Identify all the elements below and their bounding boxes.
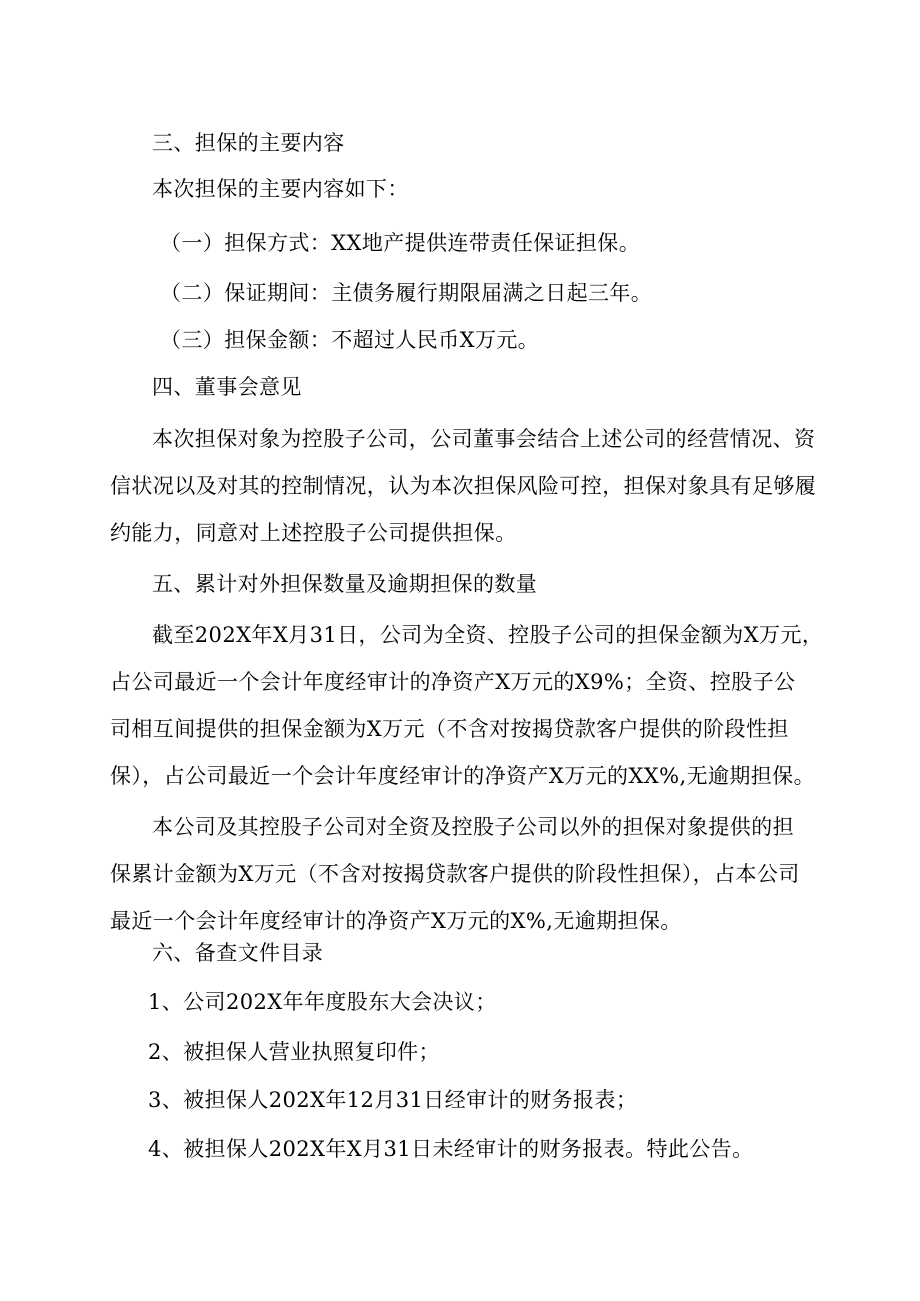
paragraph-line: 最近一个会计年度经审计的净资产X万元的X%,无逾期担保。 [110, 909, 682, 933]
reference-item-2: 2、被担保人营业执照复印件； [148, 1040, 440, 1064]
paragraph-line: 信状况以及对其的控制情况，认为本次担保风险可控，担保对象具有足够履 [110, 474, 817, 498]
section-heading-reference-docs: 六、备查文件目录 [152, 941, 324, 965]
reference-item-4: 4、被担保人202X年X月31日未经审计的财务报表。特此公告。 [148, 1137, 754, 1161]
section-heading-board-opinion: 四、董事会意见 [152, 375, 302, 399]
paragraph-line: 保累计金额为X万元（不含对按揭贷款客户提供的阶段性担保），占本公司 [110, 862, 800, 886]
list-item-guarantee-period: （二）保证期间：主债务履行期限届满之日起三年。 [160, 281, 653, 305]
paragraph-line: 保），占公司最近一个会计年度经审计的净资产X万元的XX%,无逾期担保。 [110, 764, 815, 788]
paragraph-line: 本次担保的主要内容如下： [152, 177, 409, 201]
paragraph-line: 司相互间提供的担保金额为X万元（不含对按揭贷款客户提供的阶段性担 [110, 717, 789, 741]
reference-item-1: 1、公司202X年年度股东大会决议； [148, 990, 497, 1014]
section-heading-guarantee-content: 三、担保的主要内容 [152, 131, 345, 155]
list-item-guarantee-method: （一）担保方式：XX地产提供连带责任保证担保。 [160, 231, 641, 255]
list-item-guarantee-amount: （三）担保金额：不超过人民币X万元。 [160, 328, 540, 352]
section-heading-cumulative-guarantee: 五、累计对外担保数量及逾期担保的数量 [152, 572, 538, 596]
paragraph-line: 本公司及其控股子公司对全资及控股子公司以外的担保对象提供的担 [152, 815, 794, 839]
reference-item-3: 3、被担保人202X年12月31日经审计的财务报表； [148, 1088, 638, 1112]
paragraph-line: 约能力，同意对上述控股子公司提供担保。 [110, 521, 517, 545]
paragraph-line: 本次担保对象为控股子公司，公司董事会结合上述公司的经营情况、资 [152, 427, 816, 451]
paragraph-line: 截至202X年X月31日，公司为全资、控股子公司的担保金额为X万元， [152, 623, 824, 647]
paragraph-line: 占公司最近一个会计年度经审计的净资产X万元的X9%；全资、控股子公 [110, 670, 796, 694]
